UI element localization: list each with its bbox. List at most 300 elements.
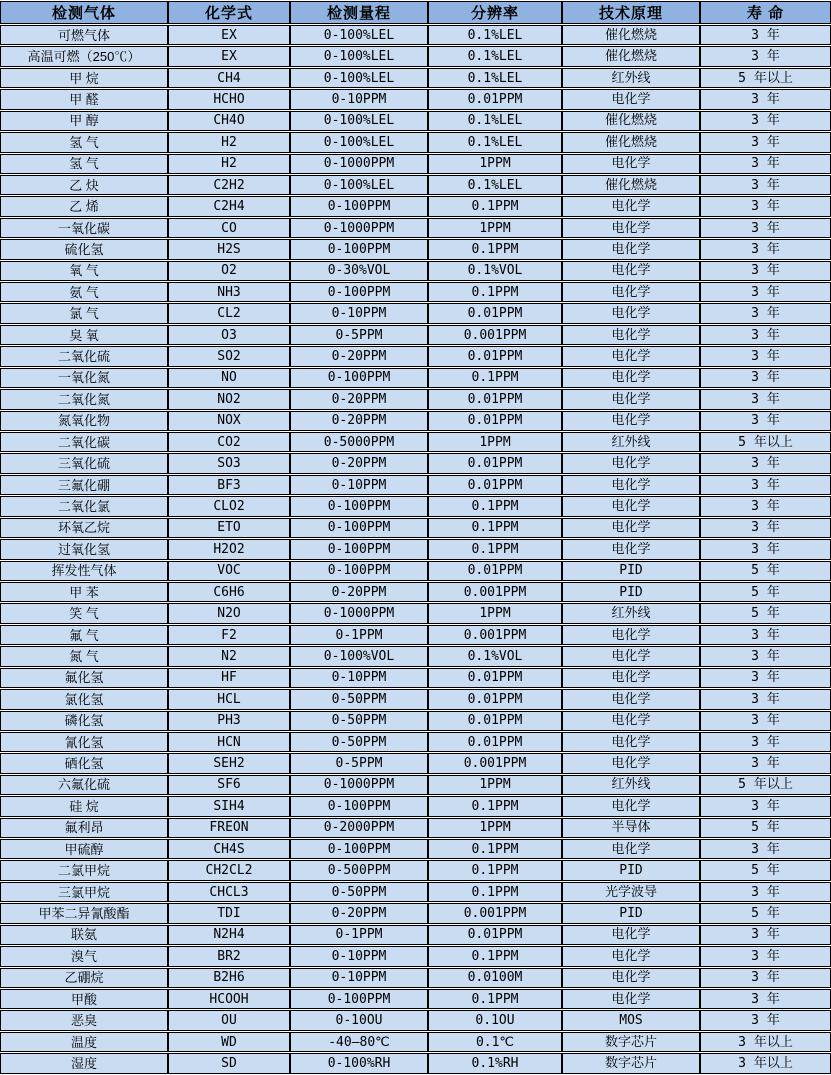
cell-range: 0-100%RH [290, 1053, 428, 1074]
cell-lifespan: 3 年 [700, 261, 831, 281]
cell-gas: 高温可燃（250℃） [0, 46, 168, 66]
cell-range: 0-100PPM [290, 282, 428, 302]
cell-gas: 一氧化氮 [0, 368, 168, 388]
cell-formula: H2 [168, 132, 290, 152]
cell-gas: 三氟化硼 [0, 475, 168, 495]
cell-lifespan: 3 年 [700, 646, 831, 666]
cell-lifespan: 3 年 [700, 175, 831, 195]
cell-range: 0-100%LEL [290, 46, 428, 66]
cell-gas: 氮 气 [0, 646, 168, 666]
cell-formula: SIH4 [168, 796, 290, 816]
cell-formula: OU [168, 1010, 290, 1030]
cell-gas: 氟利昂 [0, 818, 168, 838]
table-row [0, 860, 831, 880]
cell-resolution: 0.1%LEL [428, 175, 562, 195]
cell-principle: 电化学 [562, 89, 700, 109]
cell-principle: 电化学 [562, 325, 700, 345]
table-row [0, 775, 831, 795]
cell-range: 0-10PPM [290, 303, 428, 323]
table-row [0, 239, 831, 259]
cell-range: 0-100PPM [290, 561, 428, 581]
cell-gas: 氢 气 [0, 132, 168, 152]
cell-range: 0-100PPM [290, 539, 428, 559]
cell-lifespan: 3 年 [700, 882, 831, 902]
cell-formula: SF6 [168, 775, 290, 795]
cell-lifespan: 3 年 [700, 303, 831, 323]
cell-lifespan: 3 年 [700, 154, 831, 174]
cell-lifespan: 3 年 [700, 46, 831, 66]
cell-lifespan: 3 年 [700, 518, 831, 538]
table-row [0, 818, 831, 838]
cell-resolution: 0.1%LEL [428, 25, 562, 45]
cell-gas: 甲硫醇 [0, 839, 168, 859]
cell-lifespan: 5 年以上 [700, 775, 831, 795]
table-row [0, 89, 831, 109]
cell-resolution: 0.1PPM [428, 989, 562, 1009]
cell-resolution: 0.1PPM [428, 946, 562, 966]
cell-resolution: 1PPM [428, 818, 562, 838]
table-row [0, 132, 831, 152]
cell-range: 0-100PPM [290, 196, 428, 216]
cell-lifespan: 3 年 [700, 282, 831, 302]
cell-lifespan: 3 年 [700, 753, 831, 773]
cell-resolution: 0.001PPM [428, 903, 562, 923]
cell-formula: HCOOH [168, 989, 290, 1009]
cell-gas: 溴气 [0, 946, 168, 966]
cell-principle: 电化学 [562, 196, 700, 216]
cell-resolution: 0.1%LEL [428, 132, 562, 152]
cell-resolution: 0.01PPM [428, 411, 562, 431]
cell-resolution: 0.01PPM [428, 475, 562, 495]
cell-principle: 催化燃烧 [562, 46, 700, 66]
cell-lifespan: 3 年 [700, 625, 831, 645]
table-row [0, 196, 831, 216]
cell-formula: SEH2 [168, 753, 290, 773]
table-row [0, 711, 831, 731]
cell-formula: H2 [168, 154, 290, 174]
cell-lifespan: 3 年 [700, 796, 831, 816]
cell-lifespan: 3 年 [700, 218, 831, 238]
cell-gas: 甲酸 [0, 989, 168, 1009]
cell-range: 0-1000PPM [290, 603, 428, 623]
table-row [0, 903, 831, 923]
cell-principle: 电化学 [562, 496, 700, 516]
cell-gas: 氟 气 [0, 625, 168, 645]
cell-formula: HF [168, 668, 290, 688]
table-row [0, 218, 831, 238]
cell-lifespan: 3 年 [700, 839, 831, 859]
cell-formula: VOC [168, 561, 290, 581]
cell-range: 0-500PPM [290, 860, 428, 880]
cell-lifespan: 3 年 [700, 25, 831, 45]
cell-resolution: 0.1PPM [428, 518, 562, 538]
table-row [0, 668, 831, 688]
cell-formula: SO2 [168, 346, 290, 366]
cell-principle: 电化学 [562, 796, 700, 816]
cell-resolution: 0.01PPM [428, 732, 562, 752]
cell-lifespan: 3 年 [700, 389, 831, 409]
cell-formula: CH4O [168, 111, 290, 131]
cell-formula: SD [168, 1053, 290, 1074]
column-header-range: 检测量程 [290, 1, 428, 24]
cell-lifespan: 3 年 [700, 732, 831, 752]
cell-lifespan: 3 年 [700, 368, 831, 388]
cell-range: 0-10PPM [290, 668, 428, 688]
cell-formula: NOX [168, 411, 290, 431]
cell-resolution: 0.1℃ [428, 1032, 562, 1052]
cell-range: 0-10PPM [290, 89, 428, 109]
table-row [0, 561, 831, 581]
cell-lifespan: 3 年 [700, 1010, 831, 1030]
cell-range: 0-5PPM [290, 753, 428, 773]
cell-gas: 环氧乙烷 [0, 518, 168, 538]
cell-principle: 电化学 [562, 925, 700, 945]
cell-principle: 数字芯片 [562, 1053, 700, 1074]
cell-formula: TDI [168, 903, 290, 923]
cell-principle: 红外线 [562, 432, 700, 452]
cell-principle: 电化学 [562, 346, 700, 366]
cell-resolution: 1PPM [428, 775, 562, 795]
cell-principle: 电化学 [562, 518, 700, 538]
cell-range: 0-100PPM [290, 989, 428, 1009]
table-row [0, 968, 831, 988]
cell-formula: HCHO [168, 89, 290, 109]
table-row [0, 753, 831, 773]
cell-resolution: 0.1PPM [428, 282, 562, 302]
cell-lifespan: 5 年 [700, 860, 831, 880]
column-header-gas: 检测气体 [0, 1, 168, 24]
cell-range: 0-20PPM [290, 346, 428, 366]
table-body [0, 25, 831, 1074]
cell-range: 0-1PPM [290, 625, 428, 645]
table-row [0, 282, 831, 302]
table-row [0, 496, 831, 516]
cell-gas: 二氧化硫 [0, 346, 168, 366]
cell-gas: 三氯甲烷 [0, 882, 168, 902]
cell-gas: 氯化氢 [0, 689, 168, 709]
table-row [0, 796, 831, 816]
cell-resolution: 0.1%LEL [428, 111, 562, 131]
cell-principle: 电化学 [562, 839, 700, 859]
cell-range: 0-20PPM [290, 389, 428, 409]
cell-gas: 乙 炔 [0, 175, 168, 195]
cell-lifespan: 5 年 [700, 561, 831, 581]
cell-range: 0-1PPM [290, 925, 428, 945]
cell-principle: 电化学 [562, 968, 700, 988]
cell-resolution: 0.0100M [428, 968, 562, 988]
cell-formula: N2O [168, 603, 290, 623]
cell-formula: O3 [168, 325, 290, 345]
cell-lifespan: 3 年 [700, 711, 831, 731]
cell-resolution: 1PPM [428, 218, 562, 238]
cell-range: 0-100PPM [290, 239, 428, 259]
cell-principle: 电化学 [562, 668, 700, 688]
cell-resolution: 0.1%VOL [428, 646, 562, 666]
cell-formula: EX [168, 25, 290, 45]
cell-lifespan: 3 年 [700, 989, 831, 1009]
cell-range: 0-10OU [290, 1010, 428, 1030]
cell-range: 0-50PPM [290, 711, 428, 731]
cell-resolution: 0.1PPM [428, 239, 562, 259]
cell-gas: 硒化氢 [0, 753, 168, 773]
cell-lifespan: 3 年 [700, 668, 831, 688]
table-row [0, 603, 831, 623]
column-header-lifespan: 寿 命 [700, 1, 831, 24]
cell-gas: 温度 [0, 1032, 168, 1052]
cell-formula: CHCL3 [168, 882, 290, 902]
cell-formula: C2H4 [168, 196, 290, 216]
cell-gas: 氨 气 [0, 282, 168, 302]
table-row [0, 154, 831, 174]
cell-gas: 湿度 [0, 1053, 168, 1074]
cell-resolution: 1PPM [428, 154, 562, 174]
cell-lifespan: 3 年 [700, 968, 831, 988]
cell-resolution: 0.01PPM [428, 453, 562, 473]
cell-formula: CH4 [168, 68, 290, 88]
cell-range: 0-5000PPM [290, 432, 428, 452]
cell-range: 0-1000PPM [290, 218, 428, 238]
cell-principle: 催化燃烧 [562, 111, 700, 131]
cell-principle: 电化学 [562, 732, 700, 752]
cell-gas: 过氧化氢 [0, 539, 168, 559]
cell-resolution: 0.001PPM [428, 582, 562, 602]
cell-principle: 电化学 [562, 154, 700, 174]
table-row [0, 261, 831, 281]
cell-lifespan: 5 年以上 [700, 432, 831, 452]
table-row [0, 689, 831, 709]
header-row [0, 1, 831, 24]
cell-resolution: 0.01PPM [428, 711, 562, 731]
cell-formula: O2 [168, 261, 290, 281]
cell-resolution: 1PPM [428, 603, 562, 623]
cell-lifespan: 5 年 [700, 582, 831, 602]
cell-gas: 挥发性气体 [0, 561, 168, 581]
table-row [0, 475, 831, 495]
cell-formula: ETO [168, 518, 290, 538]
table-row [0, 989, 831, 1009]
cell-lifespan: 3 年以上 [700, 1032, 831, 1052]
cell-principle: MOS [562, 1010, 700, 1030]
cell-gas: 恶臭 [0, 1010, 168, 1030]
table-row [0, 303, 831, 323]
cell-lifespan: 3 年 [700, 111, 831, 131]
cell-resolution: 0.01PPM [428, 89, 562, 109]
cell-resolution: 0.1PPM [428, 860, 562, 880]
cell-formula: CO2 [168, 432, 290, 452]
cell-range: 0-100PPM [290, 496, 428, 516]
cell-formula: C2H2 [168, 175, 290, 195]
cell-range: 0-50PPM [290, 689, 428, 709]
table-row [0, 368, 831, 388]
cell-gas: 氢 气 [0, 154, 168, 174]
table-row [0, 46, 831, 66]
cell-gas: 氯 气 [0, 303, 168, 323]
table-row [0, 646, 831, 666]
cell-principle: PID [562, 903, 700, 923]
cell-formula: H2O2 [168, 539, 290, 559]
cell-principle: PID [562, 561, 700, 581]
cell-formula: BF3 [168, 475, 290, 495]
cell-range: 0-1000PPM [290, 154, 428, 174]
table-row [0, 518, 831, 538]
cell-principle: 红外线 [562, 775, 700, 795]
cell-formula: NO [168, 368, 290, 388]
cell-gas: 六氟化硫 [0, 775, 168, 795]
cell-principle: 电化学 [562, 261, 700, 281]
cell-gas: 二氧化氮 [0, 389, 168, 409]
cell-range: 0-100%LEL [290, 25, 428, 45]
cell-range: 0-10PPM [290, 475, 428, 495]
cell-principle: 电化学 [562, 475, 700, 495]
cell-principle: 电化学 [562, 539, 700, 559]
cell-principle: 红外线 [562, 68, 700, 88]
table-row [0, 346, 831, 366]
cell-resolution: 0.01PPM [428, 389, 562, 409]
cell-resolution: 0.01PPM [428, 561, 562, 581]
cell-principle: 电化学 [562, 753, 700, 773]
cell-gas: 二氯甲烷 [0, 860, 168, 880]
cell-formula: NO2 [168, 389, 290, 409]
cell-principle: 电化学 [562, 282, 700, 302]
table-row [0, 68, 831, 88]
cell-range: 0-20PPM [290, 453, 428, 473]
cell-range: 0-100%LEL [290, 68, 428, 88]
cell-formula: CLO2 [168, 496, 290, 516]
cell-formula: N2 [168, 646, 290, 666]
cell-gas: 二氧化碳 [0, 432, 168, 452]
table-row [0, 732, 831, 752]
cell-resolution: 0.01PPM [428, 689, 562, 709]
table-row [0, 625, 831, 645]
table-row [0, 539, 831, 559]
cell-lifespan: 3 年 [700, 196, 831, 216]
cell-resolution: 0.1PPM [428, 796, 562, 816]
cell-formula: HCN [168, 732, 290, 752]
cell-formula: NH3 [168, 282, 290, 302]
cell-formula: WD [168, 1032, 290, 1052]
cell-gas: 磷化氢 [0, 711, 168, 731]
cell-resolution: 0.001PPM [428, 625, 562, 645]
cell-gas: 可燃气体 [0, 25, 168, 45]
cell-range: 0-30%VOL [290, 261, 428, 281]
cell-gas: 笑 气 [0, 603, 168, 623]
cell-lifespan: 3 年 [700, 132, 831, 152]
cell-range: 0-2000PPM [290, 818, 428, 838]
table-row [0, 111, 831, 131]
cell-lifespan: 3 年 [700, 325, 831, 345]
cell-principle: 电化学 [562, 303, 700, 323]
table-row [0, 1032, 831, 1052]
cell-range: 0-20PPM [290, 411, 428, 431]
cell-resolution: 0.1PPM [428, 196, 562, 216]
cell-principle: PID [562, 860, 700, 880]
cell-resolution: 0.1PPM [428, 539, 562, 559]
cell-formula: CH4S [168, 839, 290, 859]
cell-gas: 二氧化氯 [0, 496, 168, 516]
table-row [0, 582, 831, 602]
cell-lifespan: 3 年 [700, 89, 831, 109]
cell-formula: EX [168, 46, 290, 66]
cell-principle: 光学波导 [562, 882, 700, 902]
cell-formula: HCL [168, 689, 290, 709]
table-row [0, 882, 831, 902]
cell-gas: 甲苯二异氰酸酯 [0, 903, 168, 923]
cell-range: 0-100%LEL [290, 175, 428, 195]
cell-lifespan: 5 年 [700, 818, 831, 838]
cell-gas: 臭 氧 [0, 325, 168, 345]
cell-gas: 甲 烷 [0, 68, 168, 88]
cell-gas: 甲 醛 [0, 89, 168, 109]
table-row [0, 453, 831, 473]
cell-formula: N2H4 [168, 925, 290, 945]
cell-gas: 氮氧化物 [0, 411, 168, 431]
cell-principle: 电化学 [562, 453, 700, 473]
cell-resolution: 0.1%VOL [428, 261, 562, 281]
cell-principle: 催化燃烧 [562, 132, 700, 152]
cell-gas: 硅 烷 [0, 796, 168, 816]
cell-resolution: 0.1%LEL [428, 46, 562, 66]
cell-lifespan: 3 年以上 [700, 1053, 831, 1074]
table-row [0, 25, 831, 45]
cell-resolution: 0.1PPM [428, 882, 562, 902]
table-row [0, 411, 831, 431]
cell-gas: 氰化氢 [0, 732, 168, 752]
cell-formula: SO3 [168, 453, 290, 473]
cell-lifespan: 3 年 [700, 496, 831, 516]
cell-range: 0-20PPM [290, 903, 428, 923]
cell-gas: 氟化氢 [0, 668, 168, 688]
cell-range: 0-100%VOL [290, 646, 428, 666]
table-row [0, 175, 831, 195]
cell-range: 0-100%LEL [290, 132, 428, 152]
cell-range: 0-100PPM [290, 518, 428, 538]
cell-range: 0-10PPM [290, 968, 428, 988]
cell-lifespan: 3 年 [700, 946, 831, 966]
column-header-formula: 化学式 [168, 1, 290, 24]
cell-resolution: 0.01PPM [428, 925, 562, 945]
cell-formula: C6H6 [168, 582, 290, 602]
cell-range: 0-5PPM [290, 325, 428, 345]
cell-lifespan: 3 年 [700, 346, 831, 366]
cell-principle: PID [562, 582, 700, 602]
cell-range: 0-1000PPM [290, 775, 428, 795]
table-row [0, 839, 831, 859]
cell-principle: 电化学 [562, 989, 700, 1009]
cell-principle: 电化学 [562, 646, 700, 666]
cell-principle: 红外线 [562, 603, 700, 623]
cell-lifespan: 3 年 [700, 239, 831, 259]
cell-lifespan: 5 年 [700, 603, 831, 623]
cell-principle: 电化学 [562, 411, 700, 431]
cell-lifespan: 3 年 [700, 411, 831, 431]
cell-gas: 氧 气 [0, 261, 168, 281]
table-row [0, 1010, 831, 1030]
cell-principle: 电化学 [562, 239, 700, 259]
cell-principle: 数字芯片 [562, 1032, 700, 1052]
cell-lifespan: 3 年 [700, 475, 831, 495]
cell-resolution: 0.001PPM [428, 753, 562, 773]
table-row [0, 389, 831, 409]
cell-resolution: 0.1OU [428, 1010, 562, 1030]
cell-formula: CL2 [168, 303, 290, 323]
table-row [0, 925, 831, 945]
cell-resolution: 0.1PPM [428, 368, 562, 388]
cell-range: 0-50PPM [290, 732, 428, 752]
cell-resolution: 0.01PPM [428, 303, 562, 323]
cell-lifespan: 3 年 [700, 925, 831, 945]
cell-formula: B2H6 [168, 968, 290, 988]
cell-lifespan: 5 年以上 [700, 68, 831, 88]
